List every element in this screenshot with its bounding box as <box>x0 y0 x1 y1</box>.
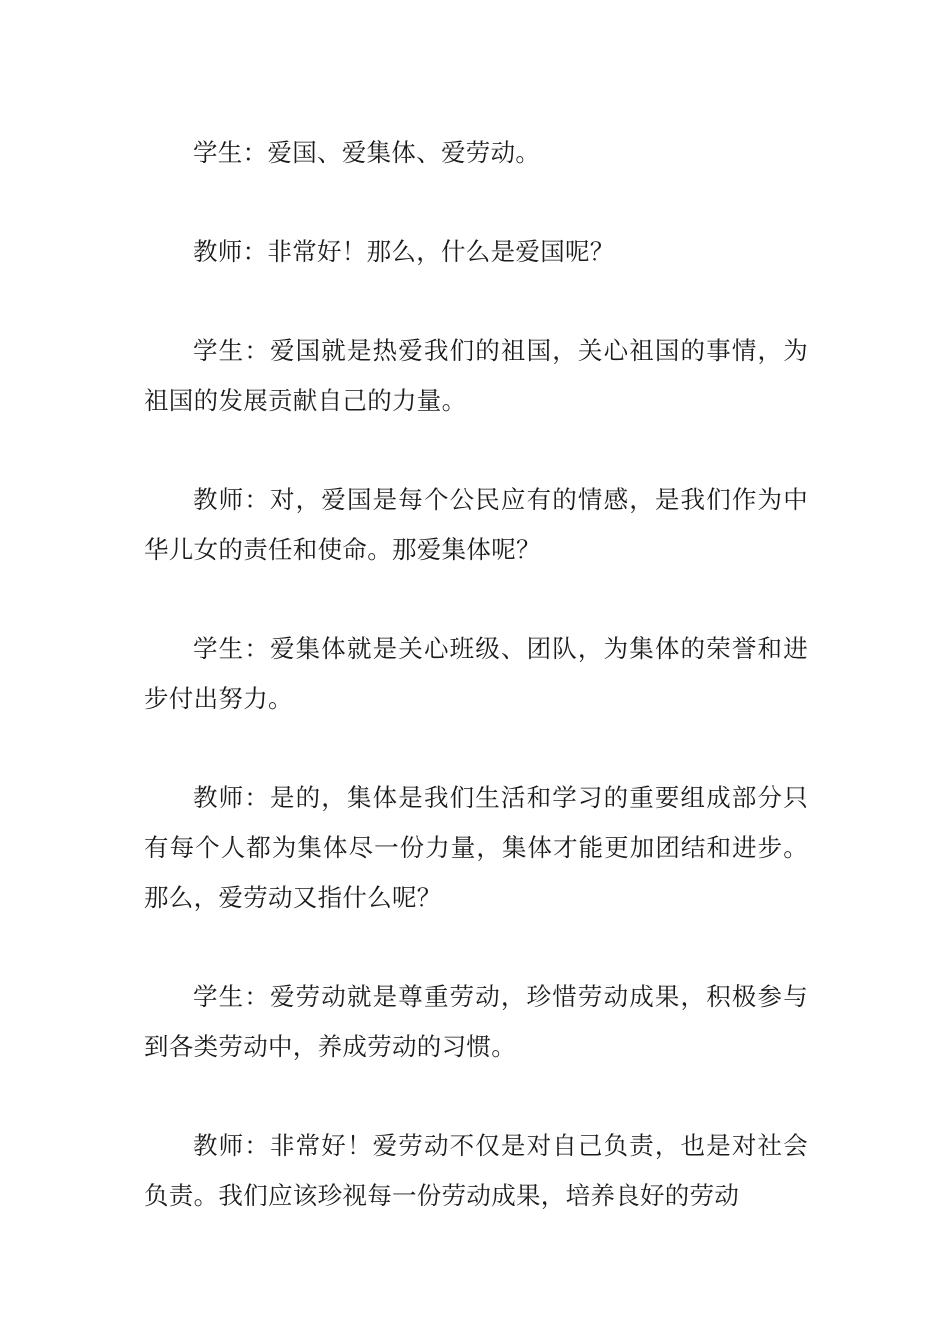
dialogue-paragraph: 教师：对，爱国是每个公民应有的情感，是我们作为中华儿女的责任和使命。那爱集体呢？ <box>144 485 808 564</box>
dialogue-paragraph: 教师：是的，集体是我们生活和学习的重要组成部分只有每个人都为集体尽一份力量，集体才能更加团结和进步。那么，爱劳动又指什么呢？ <box>144 783 808 912</box>
dialogue-paragraph: 学生：爱国就是热爱我们的祖国，关心祖国的事情，为祖国的发展贡献自己的力量。 <box>144 336 808 415</box>
dialogue-paragraph: 学生：爱集体就是关心班级、团队，为集体的荣誉和进步付出努力。 <box>144 634 808 713</box>
dialogue-body <box>144 128 808 1270</box>
dialogue-paragraph: 教师：非常好！那么，什么是爱国呢？ <box>193 237 615 266</box>
dialogue-paragraph: 教师：非常好！爱劳动不仅是对自己负责，也是对社会负责。我们应该珍视每一份劳动成果，培养良好的劳动 <box>144 1131 808 1210</box>
dialogue-paragraph: 学生：爱国、爱集体、爱劳动。 <box>193 138 541 167</box>
dialogue-paragraph: 学生：爱劳动就是尊重劳动，珍惜劳动成果，积极参与到各类劳动中，养成劳动的习惯。 <box>144 982 808 1061</box>
